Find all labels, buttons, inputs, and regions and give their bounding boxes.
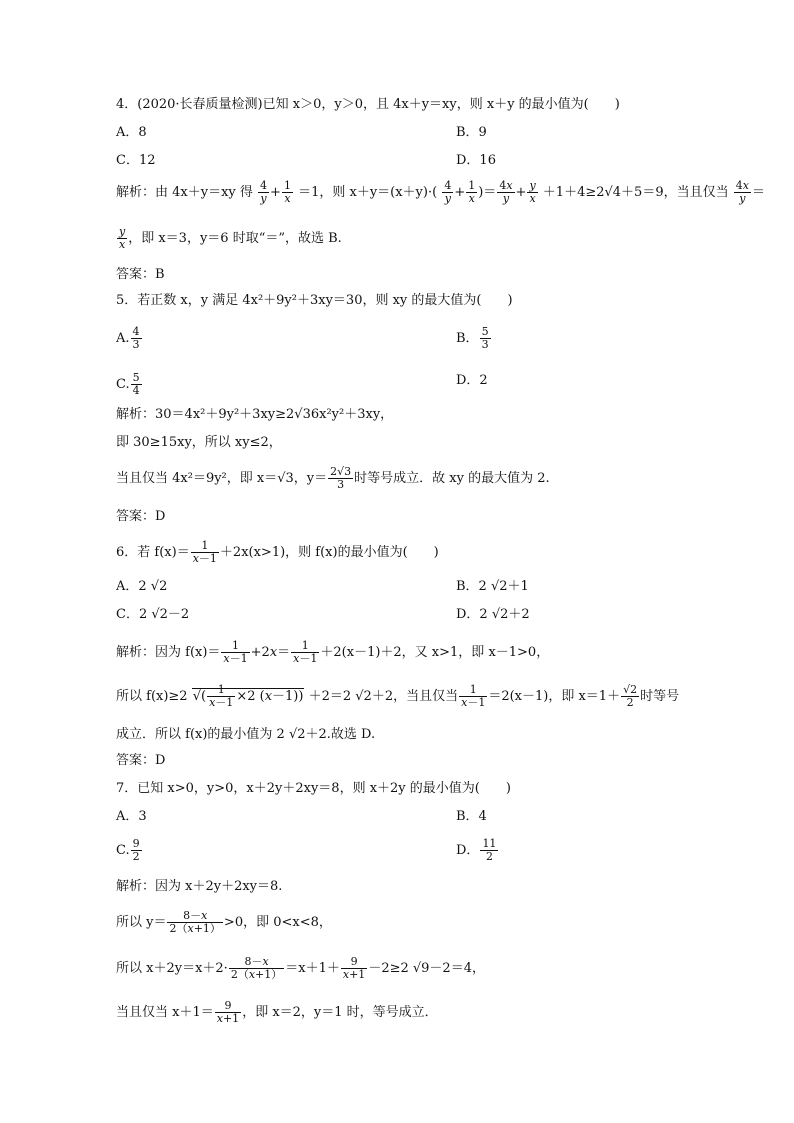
- q4-option-d: D．16: [456, 153, 496, 168]
- q4-solution-line1: 解析：由 4x＋y＝xy 得 $\frac{4}{y}$ + $\frac{1}{x}$ ＝1，则 x＋y＝(x＋y)·( $\frac{4}{y}$ + $\frac{1}{x}$ )＝ $\frac{4x}{y}$ + $\frac{y}{x}$ ＋1＋4≥2√4＋5＝9，当且仅当 $\frac{4x}{y}$ ＝: [116, 179, 765, 205]
- question-4-stem: 4．(2020·长春质量检测)已知 x＞0，y＞0，且 4x＋y＝xy，则 x＋y 的最小值为( ): [116, 97, 620, 112]
- q5-solution-line1: 解析：30＝4x²＋9y²＋3xy≥2√36x²y²＋3xy，: [116, 407, 394, 422]
- q6-options-row1: A．2 √2 B．2 √2＋1: [116, 579, 529, 594]
- q7-options-row1: A．3 B．4: [116, 809, 487, 824]
- q7-solution-line3: 所以 x＋2y＝x＋2· $\frac{8-x}{2(x+1)}$ ＝x＋1＋ $\frac{9}{x+1}$ －2≥2 √9－2＝4，: [116, 955, 485, 981]
- q6-answer: 答案：D: [116, 753, 166, 768]
- q7-options-row2: C. $\frac{9}{2}$ D． $\frac{11}{2}$: [116, 837, 497, 863]
- q4-option-c: C．12: [116, 153, 156, 168]
- q4-options-row1: [116, 124, 487, 142]
- q4-answer: 答案：B: [116, 267, 165, 282]
- question-5-stem: 5．若正数 x，y 满足 4x²＋9y²＋3xy＝30，则 xy 的最大值为( ): [116, 293, 513, 308]
- q6-solution-line1: 解析：因为 f(x)＝ $\frac{1}{x-1}$ +2x＝ $\frac{1}{x-1}$ ＋2(x－1)＋2，又 x>1，即 x－1>0，: [116, 639, 550, 665]
- question-7-stem: 7．已知 x>0，y>0，x＋2y＋2xy＝8，则 x＋2y 的最小值为( ): [116, 781, 511, 796]
- q6-solution-line2: 所以 f(x)≥2 √( $\frac{1}{x-1}$ ×2 (x－1)) ＋2＝2 √2＋2，当且仅当 $\frac{1}{x-1}$ ＝2(x－1)，即 x＝1＋ $\frac{√2}{2}$ 时等号: [116, 683, 680, 709]
- q4-solution-line2: $\frac{y}{x}$ ，即 x＝3，y＝6 时取“＝”，故选 B.: [119, 225, 342, 251]
- q7-solution-line2: 所以 y＝ $\frac{8-x}{2(x+1)}$ >0，即 0<x<8，: [116, 909, 332, 935]
- q5-options-row2: C. $\frac{5}{4}$ D．2: [116, 371, 488, 397]
- q6-solution-line3: 成立．所以 f(x)的最小值为 2 √2＋2.故选 D.: [116, 727, 376, 742]
- q4-option-a: A．8: [116, 125, 147, 140]
- q4-options-row2: [116, 152, 496, 170]
- q5-solution-line2: 即 30≥15xy，所以 xy≤2，: [116, 435, 282, 450]
- q5-options-row1: A. $\frac{4}{3}$ B． $\frac{5}{3}$: [116, 325, 489, 351]
- q5-answer: 答案：D: [116, 509, 166, 524]
- q7-solution-line1: 解析：因为 x＋2y＋2xy＝8.: [116, 879, 283, 894]
- q6-options-row2: C．2 √2－2 D．2 √2＋2: [116, 607, 530, 622]
- q7-solution-line4: 当且仅当 x＋1＝ $\frac{9}{x+1}$ ，即 x＝2，y＝1 时，等号成立．: [116, 999, 438, 1025]
- question-6-stem: 6．若 f(x)＝ $\frac{1}{x-1}$ ＋2x(x>1)，则 f(x)的最小值为( ): [116, 539, 439, 565]
- q5-solution-line3: 当且仅当 4x²＝9y²，即 x＝√3，y＝ $\frac{2√3}{3}$ 时等号成立．故 xy 的最大值为 2.: [116, 465, 550, 491]
- q4-option-b: B．9: [456, 125, 487, 140]
